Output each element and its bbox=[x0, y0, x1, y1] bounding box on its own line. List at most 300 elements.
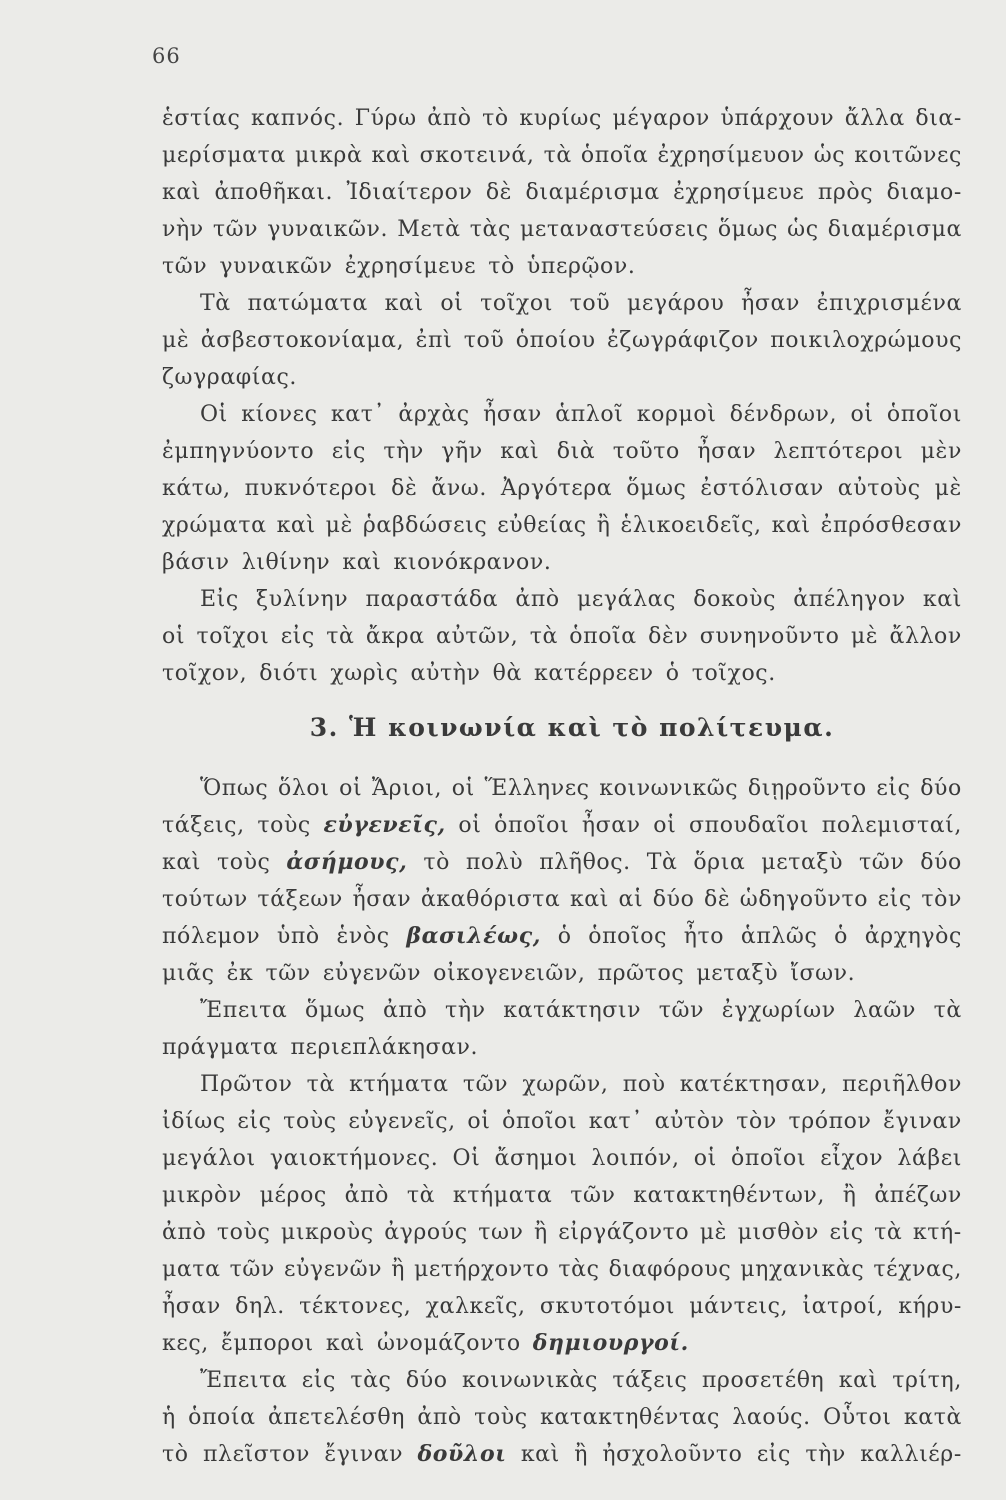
word: δὲ bbox=[485, 180, 513, 205]
word: λάβει bbox=[897, 1146, 962, 1171]
word: εὐγενεῖς, bbox=[323, 812, 446, 838]
word: τούτων bbox=[162, 887, 248, 912]
word: κατ᾽ bbox=[330, 402, 386, 427]
word: τοῦτο bbox=[612, 439, 680, 464]
word: καὶ bbox=[162, 180, 202, 205]
word: τῶν bbox=[570, 1183, 616, 1208]
word: πολὺ bbox=[465, 850, 524, 875]
word: τάξεων bbox=[257, 887, 343, 912]
text-line bbox=[162, 1029, 962, 1066]
word: ἴσων. bbox=[790, 961, 856, 986]
word: ἀπέζων bbox=[874, 1183, 962, 1208]
word: καὶ bbox=[371, 143, 411, 168]
word: ἢ bbox=[842, 1183, 857, 1208]
word: ἀπετελέσθη bbox=[267, 1405, 406, 1430]
word: αὐτοὺς bbox=[837, 476, 921, 501]
word: μέρος bbox=[259, 1183, 327, 1208]
word: ἢ bbox=[596, 513, 611, 538]
word: πρῶτος bbox=[597, 961, 685, 986]
word: ποὺ bbox=[622, 1072, 666, 1097]
word: ἑστίας bbox=[162, 106, 241, 131]
word: κατὰ bbox=[903, 1405, 962, 1430]
word: ματα bbox=[162, 1257, 221, 1282]
word: κατέρρεεν bbox=[534, 661, 654, 686]
word: δὲ bbox=[391, 476, 418, 501]
word: πόλεμον bbox=[162, 924, 261, 949]
word: αὐτὸν bbox=[654, 1109, 725, 1134]
word: τὸ bbox=[488, 254, 515, 279]
text-line bbox=[162, 137, 962, 174]
word: ἐγχωρίων bbox=[721, 998, 836, 1023]
word: τὴν bbox=[445, 998, 486, 1023]
word: ἔγιναν bbox=[883, 1109, 962, 1134]
word: εἰς bbox=[331, 439, 366, 464]
text-line bbox=[162, 248, 962, 285]
word: Ἕλληνες bbox=[484, 776, 590, 801]
word: μὲ bbox=[850, 624, 879, 649]
word: κίονες bbox=[241, 402, 318, 427]
text-line bbox=[162, 211, 962, 248]
word: ἀπὸ bbox=[344, 1183, 390, 1208]
word: ὡς bbox=[787, 217, 819, 242]
word: ἀγρούς bbox=[384, 1220, 468, 1245]
word: λαούς. bbox=[732, 1405, 811, 1430]
word: ἦσαν bbox=[741, 291, 800, 316]
text-line bbox=[162, 100, 962, 137]
word: ἀπὸ bbox=[162, 1220, 207, 1245]
text-line bbox=[162, 1177, 962, 1214]
word: γαιοκτήμονες. bbox=[269, 1146, 439, 1171]
word: τοὺς bbox=[216, 1220, 271, 1245]
word: τῶν bbox=[229, 1257, 275, 1282]
text-line bbox=[162, 1214, 962, 1251]
word: καὶ bbox=[325, 1331, 365, 1356]
word: Ἔπειτα bbox=[200, 1368, 288, 1393]
word: ἦτο bbox=[683, 924, 725, 949]
word: ἐμπηγνύοντο bbox=[162, 439, 315, 464]
word: πλῆθος. bbox=[539, 850, 631, 875]
word: αὐτῶν, bbox=[436, 624, 519, 649]
word: δύο bbox=[652, 887, 695, 912]
word: οἱ bbox=[451, 776, 475, 801]
word: μέγαρον bbox=[612, 106, 710, 131]
word: Μετὰ bbox=[397, 217, 461, 242]
word: δὲν bbox=[648, 624, 689, 649]
word: ὁποῖοι bbox=[494, 813, 570, 838]
word: κυρίως bbox=[519, 106, 602, 131]
word: συνηνοῦντο bbox=[699, 624, 840, 649]
word: κατ᾽ bbox=[588, 1109, 643, 1134]
word: τοῖχοι bbox=[480, 291, 553, 316]
word: δοκοὺς bbox=[693, 587, 777, 612]
text-line bbox=[162, 285, 962, 322]
word: τὰς bbox=[558, 1257, 600, 1282]
word: μεταξὺ bbox=[761, 850, 844, 875]
word: ἐπὶ bbox=[415, 328, 453, 353]
word: γυναικῶν bbox=[219, 254, 333, 279]
word: ὅρια bbox=[693, 850, 746, 875]
word: ἁπλοῖ bbox=[555, 402, 624, 427]
word: ὑπερῷον. bbox=[526, 254, 636, 279]
word: χαλκεῖς, bbox=[425, 1294, 526, 1319]
word: ἐπρόσθεσαν bbox=[820, 513, 962, 538]
text-line bbox=[162, 655, 962, 692]
word: ἦσαν bbox=[483, 402, 542, 427]
word: εἰς bbox=[301, 1368, 336, 1393]
word: κες, bbox=[162, 1331, 209, 1356]
word: μὲν bbox=[920, 439, 962, 464]
word: τῶν bbox=[212, 217, 259, 242]
word: ἀπὸ bbox=[427, 106, 472, 131]
word: ῥαβδώσεις bbox=[362, 513, 488, 538]
word: ἀπὸ bbox=[417, 1405, 462, 1430]
word: ἦσαν bbox=[352, 887, 412, 912]
word: ὅμως bbox=[717, 217, 779, 242]
word: τάξεις, bbox=[162, 813, 245, 838]
word: των bbox=[478, 1220, 524, 1245]
word: ἀκαθόριστα bbox=[420, 887, 561, 912]
word: τὰ bbox=[874, 1220, 903, 1245]
word: ὁποῖοι bbox=[502, 1109, 578, 1134]
word: κτή- bbox=[912, 1220, 962, 1245]
word: κάτω, bbox=[162, 476, 231, 501]
word: δένδρων, bbox=[729, 402, 838, 427]
word: ὁ bbox=[665, 661, 680, 686]
section-heading: 3. Ἡ κοινωνία καὶ τὸ πολίτευμα. bbox=[309, 713, 835, 742]
word: τῶν bbox=[658, 998, 705, 1023]
word: γῆν bbox=[441, 439, 483, 464]
word: εἶχον bbox=[820, 1146, 884, 1171]
word: Οἱ bbox=[452, 1146, 481, 1171]
word: διῃροῦντο bbox=[747, 776, 867, 801]
page-number: 66 bbox=[152, 44, 181, 68]
word: ὁποῖοι bbox=[731, 1146, 807, 1171]
text-line bbox=[162, 1251, 962, 1288]
word: καὶ bbox=[838, 1368, 878, 1393]
word: μὲ bbox=[934, 476, 962, 501]
word: τὰ bbox=[326, 624, 355, 649]
word: διότι bbox=[259, 661, 319, 686]
word: τρόπον bbox=[788, 1109, 872, 1134]
word: τοὺς bbox=[216, 850, 271, 875]
word: καπνός. bbox=[250, 106, 345, 131]
word: ἦσαν bbox=[581, 813, 641, 838]
word: Τὰ bbox=[200, 291, 231, 316]
word: ὁποῖοι bbox=[886, 402, 962, 427]
word: ζωγραφίας. bbox=[162, 365, 298, 390]
word: διὰ bbox=[556, 439, 596, 464]
word: διαφόρους bbox=[608, 1257, 732, 1282]
text-line bbox=[162, 618, 962, 655]
word: κατακτηθέντας bbox=[540, 1405, 720, 1430]
word: οἰκογενειῶν, bbox=[433, 961, 586, 986]
word: μισθὸν bbox=[737, 1220, 819, 1245]
word: ὁποίου bbox=[515, 328, 596, 353]
word: κτήματα bbox=[349, 1072, 449, 1097]
text-line bbox=[162, 770, 962, 807]
word: παραστάδα bbox=[365, 587, 499, 612]
word: ὅλοι bbox=[278, 776, 330, 801]
text-line bbox=[162, 470, 962, 507]
word: δὲ bbox=[703, 887, 731, 912]
word: πράγματα bbox=[162, 1035, 279, 1060]
word: οἱ bbox=[440, 291, 464, 316]
word: ἐχρησίμευε bbox=[344, 254, 477, 279]
section-2-paragraphs bbox=[162, 770, 962, 1473]
word: ἀρχηγὸς bbox=[864, 924, 962, 949]
word: Ἄριοι, bbox=[371, 776, 443, 801]
word: περιεπλάκησαν. bbox=[290, 1035, 479, 1060]
word: θὰ bbox=[492, 661, 522, 686]
word: ὡς bbox=[813, 143, 846, 168]
word: εἰς bbox=[756, 1442, 791, 1467]
word: ὅμως bbox=[626, 476, 687, 501]
word: ὁ bbox=[834, 924, 848, 949]
word: κορμοὶ bbox=[636, 402, 717, 427]
word: τὸν bbox=[921, 887, 962, 912]
text-line bbox=[162, 844, 962, 881]
word: τέκτονες, bbox=[299, 1294, 412, 1319]
word: τῶν bbox=[859, 850, 905, 875]
word: τοὺς bbox=[283, 1109, 337, 1134]
word: τὴν bbox=[383, 439, 424, 464]
word: ξυλίνην bbox=[256, 587, 349, 612]
word: τοῖχον, bbox=[162, 661, 248, 686]
word: ἄλλον bbox=[889, 624, 962, 649]
text-line bbox=[162, 992, 962, 1029]
word: ὑπὸ bbox=[276, 924, 320, 949]
word: πλεῖστον bbox=[202, 1442, 311, 1467]
word: λιθίνην bbox=[241, 550, 331, 575]
section-1-paragraphs bbox=[162, 100, 962, 692]
word: εὐθείας bbox=[497, 513, 587, 538]
word: τοῖχος. bbox=[691, 661, 776, 686]
word: ἄλλα bbox=[844, 106, 905, 131]
word: Ἀργότερα bbox=[500, 476, 613, 501]
word: εὐγενεῖς, bbox=[348, 1109, 456, 1134]
word: ὁποία bbox=[188, 1405, 256, 1430]
text-line bbox=[162, 1399, 962, 1436]
word: μικρὰ bbox=[294, 143, 363, 168]
word: τὰ bbox=[543, 143, 572, 168]
word: χωρῶν, bbox=[522, 1072, 609, 1097]
word: δοῦλοι bbox=[417, 1441, 507, 1467]
text-line bbox=[162, 807, 962, 844]
word: λεπτότεροι bbox=[773, 439, 904, 464]
text-line bbox=[162, 1436, 962, 1473]
word: καὶ bbox=[500, 439, 540, 464]
word: ἀποθῆκαι. bbox=[214, 180, 334, 205]
word: ἀσήμους, bbox=[286, 849, 408, 875]
word: τὸ bbox=[482, 106, 509, 131]
word: βάσιν bbox=[162, 550, 230, 575]
word: ἀσβεστοκονίαμα, bbox=[200, 328, 405, 353]
word: ἦσαν bbox=[697, 439, 757, 464]
word: πατώματα bbox=[247, 291, 368, 316]
word: ὠνομάζοντο bbox=[377, 1331, 521, 1356]
word: ἄκρα bbox=[365, 624, 425, 649]
text-line bbox=[162, 581, 962, 618]
text-line bbox=[162, 918, 962, 955]
word: νὴν bbox=[162, 217, 204, 242]
text-line bbox=[162, 174, 962, 211]
word: χρώματα bbox=[162, 513, 267, 538]
word: εἰς bbox=[237, 1109, 272, 1134]
word: καὶ bbox=[384, 291, 424, 316]
word: τὴν bbox=[805, 1442, 846, 1467]
word: κατακτηθέντων, bbox=[633, 1183, 825, 1208]
word: καὶ bbox=[922, 587, 962, 612]
word: ἐστόλισαν bbox=[700, 476, 824, 501]
text-line bbox=[162, 433, 962, 470]
word: εἰργάζοντο bbox=[558, 1220, 690, 1245]
word: δύο bbox=[920, 776, 962, 801]
word: ὁ bbox=[557, 924, 572, 949]
word: ἢ bbox=[574, 1442, 588, 1467]
word: Γύρω bbox=[354, 106, 417, 131]
word: ἰατροί, bbox=[802, 1294, 885, 1319]
word: καὶ bbox=[520, 1442, 560, 1467]
body-text bbox=[162, 100, 962, 1473]
word: κτήματα bbox=[452, 1183, 553, 1208]
word: ἐχρησίμευον bbox=[657, 143, 805, 168]
word: ἐπιχρισμένα bbox=[816, 291, 962, 316]
word: μεταναστεύσεις bbox=[520, 217, 709, 242]
word: τέχνας, bbox=[873, 1257, 962, 1282]
word: τῶν bbox=[162, 254, 208, 279]
word: ἄσημοι bbox=[494, 1146, 578, 1171]
word: μάντεις, bbox=[689, 1294, 789, 1319]
text-line bbox=[162, 544, 962, 581]
word: τῶν bbox=[265, 961, 311, 986]
word: μεγάλοι bbox=[162, 1146, 256, 1171]
word: καὶ bbox=[342, 550, 382, 575]
word: δύο bbox=[920, 850, 962, 875]
word: καὶ bbox=[276, 513, 316, 538]
word: ὁποῖος bbox=[588, 924, 668, 949]
word: μεγάλας bbox=[576, 587, 677, 612]
word: τὰ bbox=[933, 998, 962, 1023]
word: Εἰς bbox=[200, 587, 239, 612]
word: ἑνὸς bbox=[336, 924, 390, 949]
word: ὁποῖα bbox=[569, 624, 637, 649]
word: τοὺς bbox=[257, 813, 311, 838]
word: Ἔπειτα bbox=[200, 998, 288, 1023]
word: ὑπάρχουν bbox=[720, 106, 835, 131]
word: τὰ bbox=[529, 624, 558, 649]
word: τὰς bbox=[469, 217, 511, 242]
word: μὲ bbox=[325, 513, 353, 538]
word: τοῖχοι bbox=[196, 624, 270, 649]
word: καὶ bbox=[162, 850, 202, 875]
word: τὰ bbox=[406, 1183, 436, 1208]
text-line bbox=[162, 322, 962, 359]
text-line bbox=[162, 1066, 962, 1103]
word: Πρῶτον bbox=[200, 1072, 293, 1097]
word: οἱ bbox=[458, 813, 482, 838]
text-line bbox=[162, 1140, 962, 1177]
word: δύο bbox=[405, 1368, 448, 1393]
word: μηχανικὰς bbox=[740, 1257, 865, 1282]
word: μερίσματα bbox=[162, 143, 286, 168]
word: ἀπὸ bbox=[382, 998, 428, 1023]
word: ὁποῖα bbox=[580, 143, 649, 168]
word: λοιπόν, bbox=[591, 1146, 680, 1171]
text-line bbox=[162, 955, 962, 992]
word: ἢ bbox=[534, 1220, 548, 1245]
word: χωρὶς bbox=[330, 661, 399, 686]
word: Οἱ bbox=[200, 402, 228, 427]
word: σπουδαῖοι bbox=[689, 813, 810, 838]
word: ἀρχὰς bbox=[398, 402, 470, 427]
word: κοιτῶνες bbox=[854, 143, 962, 168]
word: τοῦ bbox=[569, 291, 611, 316]
word: ἡ bbox=[162, 1405, 176, 1430]
text-line bbox=[162, 396, 962, 433]
word: ἔγιναν bbox=[324, 1442, 404, 1467]
word: εἰς bbox=[876, 776, 911, 801]
word: προσετέθη bbox=[701, 1368, 825, 1393]
word: ποικιλοχρώμους bbox=[770, 328, 962, 353]
word: ἀπὸ bbox=[515, 587, 560, 612]
word: δηλ. bbox=[235, 1294, 285, 1319]
word: τὰ bbox=[306, 1072, 335, 1097]
word: περιῆλθον bbox=[842, 1072, 962, 1097]
word: τῶν bbox=[462, 1072, 509, 1097]
word: οἱ bbox=[653, 813, 677, 838]
word: καὶ bbox=[569, 887, 609, 912]
word: μετήρχοντο bbox=[414, 1257, 550, 1282]
word: δημιουργοί. bbox=[532, 1330, 689, 1356]
word: τὸ bbox=[162, 1442, 189, 1467]
word: εἰς bbox=[877, 887, 912, 912]
word: κοινωνικὰς bbox=[462, 1368, 598, 1393]
word: οἱ bbox=[339, 776, 363, 801]
word: βασιλέως, bbox=[406, 923, 541, 949]
word: αἱ bbox=[618, 887, 644, 912]
text-line bbox=[162, 881, 962, 918]
word: πολεμισταί, bbox=[821, 813, 962, 838]
word: ἠσχολοῦντο bbox=[602, 1442, 743, 1467]
word: ὅμως bbox=[305, 998, 366, 1023]
text-line bbox=[162, 507, 962, 544]
word: ἦσαν bbox=[162, 1294, 221, 1319]
word: μὲ bbox=[699, 1220, 728, 1245]
word: λαῶν bbox=[853, 998, 916, 1023]
word: μεγάρου bbox=[626, 291, 725, 316]
word: μικροὺς bbox=[280, 1220, 374, 1245]
word: διαμο- bbox=[886, 180, 962, 205]
text-line bbox=[162, 1288, 962, 1325]
word: ἐκ bbox=[226, 961, 254, 986]
word: μεταξὺ bbox=[696, 961, 779, 986]
word: πρὸς bbox=[817, 180, 874, 205]
word: μικρὸν bbox=[162, 1183, 242, 1208]
word: ἐζωγράφιζον bbox=[607, 328, 759, 353]
word: δια- bbox=[915, 106, 962, 131]
text-line bbox=[162, 1325, 962, 1362]
word: τρίτη, bbox=[892, 1368, 962, 1393]
word: ὡδηγοῦντο bbox=[739, 887, 869, 912]
word: πυκνότεροι bbox=[244, 476, 378, 501]
word: τοὺς bbox=[474, 1405, 528, 1430]
word: ἄνω. bbox=[431, 476, 487, 501]
word: ἢ bbox=[391, 1257, 405, 1282]
word: Ὅπως bbox=[200, 776, 269, 801]
word: τοῦ bbox=[463, 328, 505, 353]
word: κοινωνικῶς bbox=[599, 776, 739, 801]
word: ἔμποροι bbox=[220, 1331, 314, 1356]
